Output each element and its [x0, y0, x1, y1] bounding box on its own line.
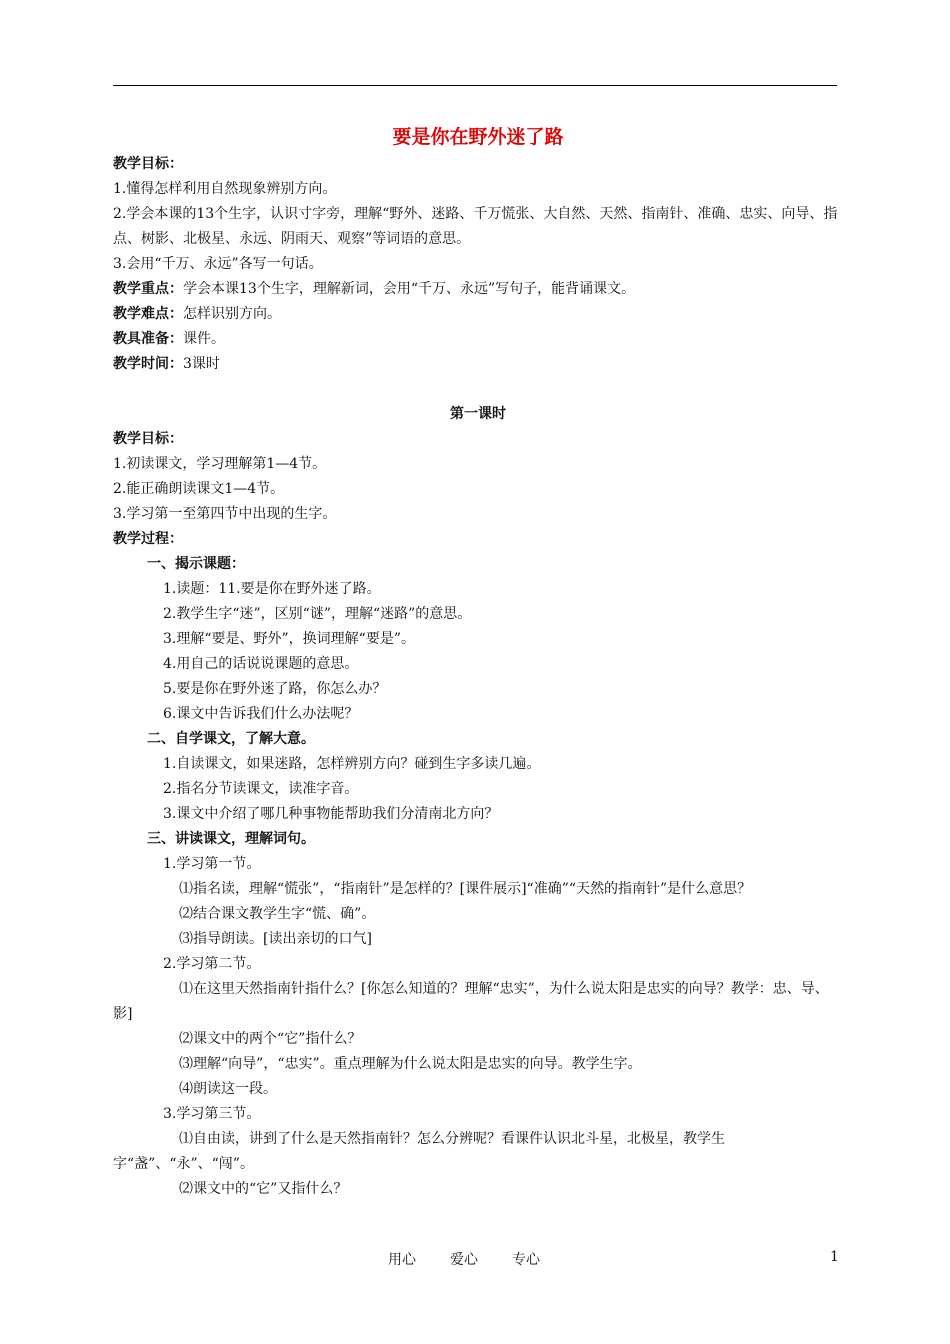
footer-word: 用心 — [388, 1252, 416, 1268]
process-label: 教学过程： — [113, 531, 183, 547]
lesson-goal-item: 1.初读课文，学习理解第1—4节。 — [113, 456, 327, 472]
sub-section-label: 1.学习第一节。 — [163, 856, 261, 872]
part-heading: 二、自学课文，了解大意。 — [147, 731, 315, 747]
list-item: 1.自读课文，如果迷路，怎样辨别方向？碰到生字多读几遍。 — [163, 756, 541, 772]
sub-item: ⑴在这里天然指南针指什么？[你怎么知道的？理解“忠实”，为什么说太阳是忠实的向导？教学：忠、导、影] — [113, 981, 829, 1022]
sub-section-label: 3.学习第三节。 — [163, 1106, 261, 1122]
list-item: 3.理解“要是、野外”，换词理解“要是”。 — [163, 631, 415, 647]
lesson-goal-item: 2.能正确朗读课文1—4节。 — [113, 481, 285, 497]
sub-item: ⑶理解“向导”，“忠实”。重点理解为什么说太阳是忠实的向导。教学生字。 — [179, 1056, 642, 1072]
lesson-goal-item: 3.学习第一至第四节中出现的生字。 — [113, 506, 337, 522]
sub-item: ⑴自由读，讲到了什么是天然指南针？怎么分辨呢？看课件认识北斗星，北极星，教学生字“盏”、“永”、“闯”。 — [113, 1131, 725, 1172]
document-page — [113, 120, 843, 1202]
goal-label: 教学目标： — [113, 156, 183, 172]
difficulty-text: 怎样识别方向。 — [183, 306, 281, 322]
part-heading: 三、讲读课文，理解词句。 — [147, 831, 315, 847]
sub-item: ⑴指名读，理解“慌张”，“指南针”是怎样的？[课件展示]“准确”“天然的指南针”是什么意思？ — [179, 881, 752, 897]
list-item: 3.课文中介绍了哪几种事物能帮助我们分清南北方向？ — [163, 806, 499, 822]
goal-item: 1.懂得怎样利用自然现象辨别方向。 — [113, 181, 337, 197]
footer-motto — [388, 1249, 574, 1269]
list-item: 2.教学生字“迷”，区别“谜”，理解“迷路”的意思。 — [163, 606, 472, 622]
list-item: 4.用自己的话说说课题的意思。 — [163, 656, 359, 672]
time-row — [113, 352, 843, 377]
sub-item: ⑵课文中的“它”又指什么？ — [179, 1181, 348, 1197]
sub-item: ⑵结合课文教学生字“慌、确”。 — [179, 906, 376, 922]
tools-label: 教具准备： — [113, 331, 183, 347]
footer-word: 爱心 — [450, 1252, 478, 1268]
page-number: 1 — [830, 1249, 839, 1265]
difficulty-label: 教学难点： — [113, 306, 183, 322]
list-item: 5.要是你在野外迷了路，你怎么办？ — [163, 681, 387, 697]
sub-item: ⑷朗读这一段。 — [179, 1081, 277, 1097]
goal-item: 3.会用“千万、永远”各写一句话。 — [113, 256, 323, 272]
time-text: 3课时 — [183, 356, 220, 372]
sub-item: ⑶指导朗读。[读出亲切的口气] — [179, 931, 372, 947]
header-rule — [113, 85, 837, 86]
lesson-heading: 第一课时 — [450, 406, 506, 422]
goal-item: 2.学会本课的13个生字，认识寸字旁，理解“野外、迷路、千万慌张、大自然、天然、指南针、准确、忠实、向导、指点、树影、北极星、永远、阴雨天、观察”等词语的意思。 — [113, 206, 838, 247]
lesson-goal-label: 教学目标： — [113, 431, 183, 447]
time-label: 教学时间： — [113, 356, 183, 372]
focus-text: 学会本课13个生字，理解新词，会用“千万、永远”写句子，能背诵课文。 — [183, 281, 636, 297]
difficulty-row — [113, 302, 843, 327]
focus-row — [113, 277, 843, 302]
document-title: 要是你在野外迷了路 — [392, 126, 564, 148]
tools-text: 课件。 — [183, 331, 225, 347]
focus-label: 教学重点： — [113, 281, 183, 297]
list-item: 2.指名分节读课文，读准字音。 — [163, 781, 359, 797]
tools-row — [113, 327, 843, 352]
footer-word: 专心 — [512, 1252, 540, 1268]
list-item: 6.课文中告诉我们什么办法呢？ — [163, 706, 359, 722]
sub-section-label: 2.学习第二节。 — [163, 956, 261, 972]
list-item: 1.读题：11.要是你在野外迷了路。 — [163, 581, 381, 597]
part-heading: 一、揭示课题： — [147, 556, 245, 572]
sub-item: ⑵课文中的两个“它”指什么？ — [179, 1031, 362, 1047]
